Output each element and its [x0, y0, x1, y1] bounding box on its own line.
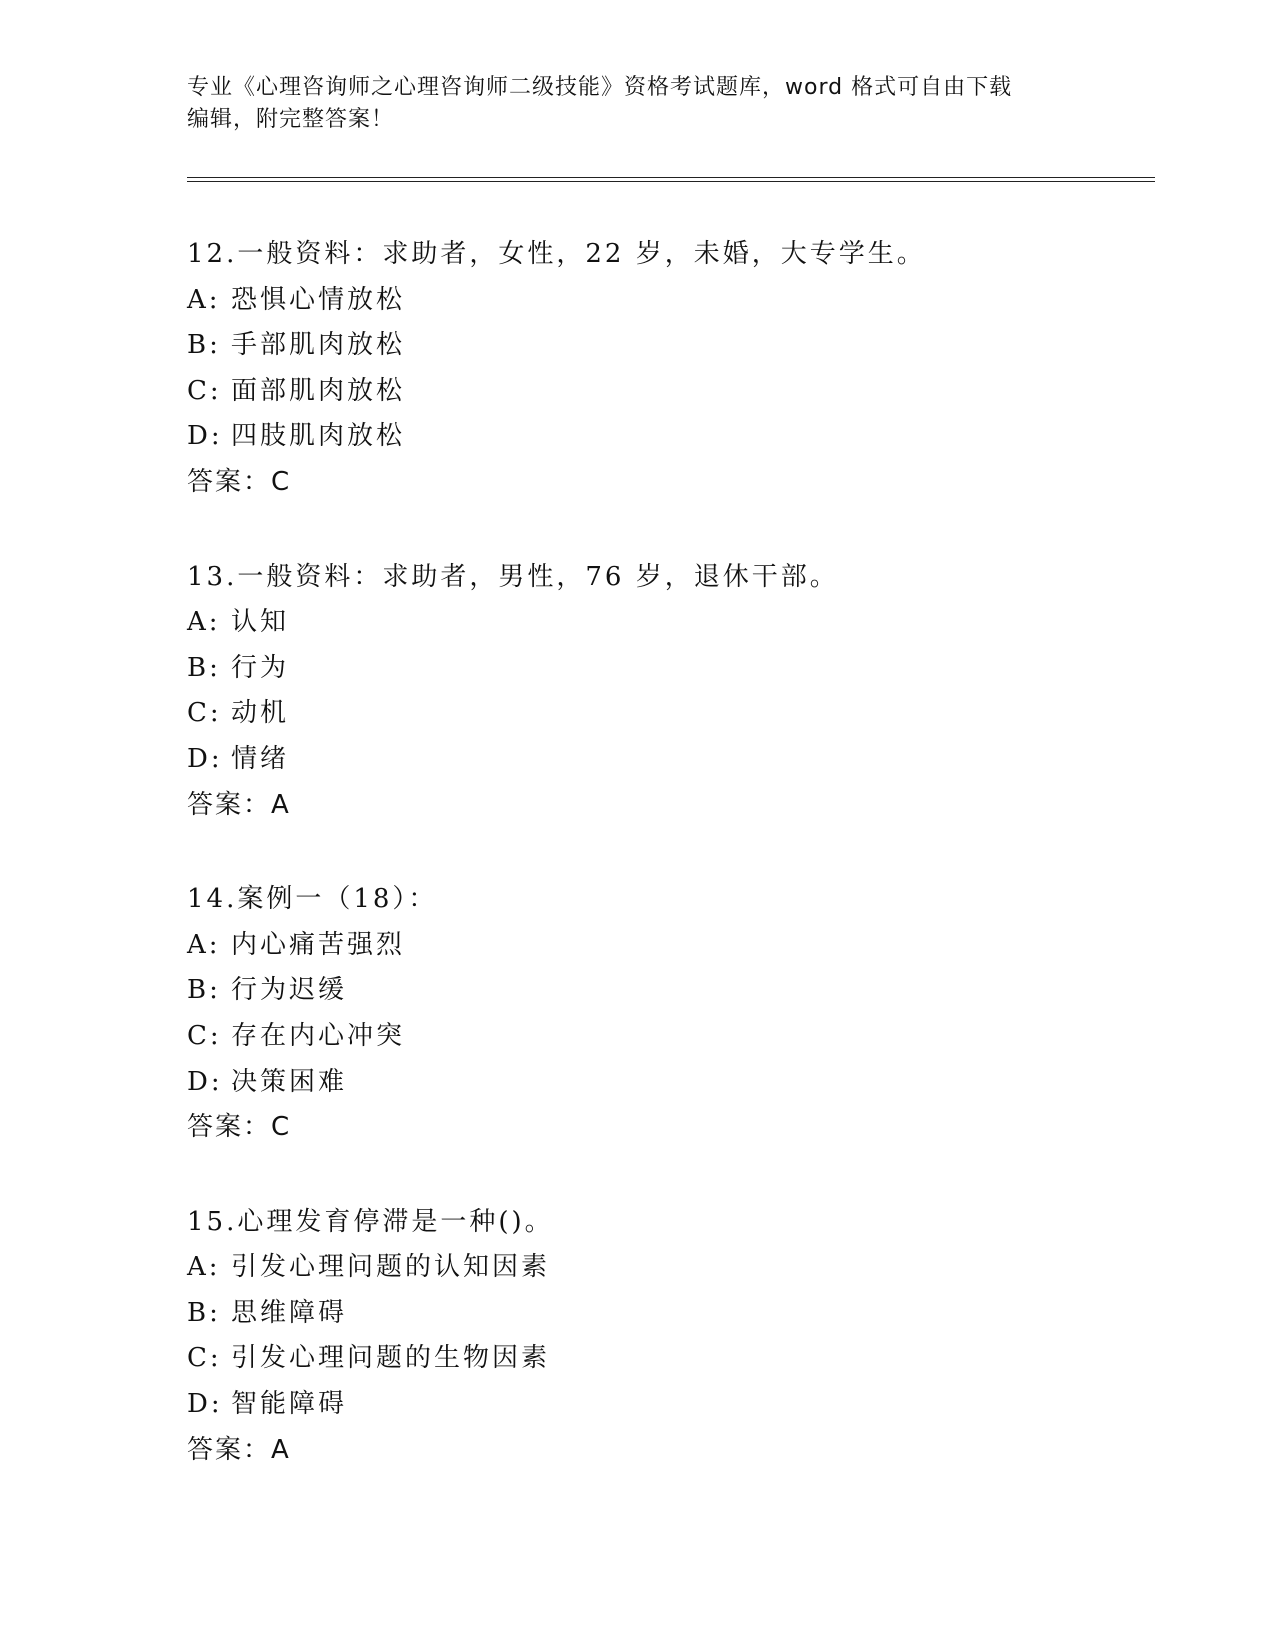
- option-text: 认知: [231, 607, 290, 638]
- option-letter: C:: [187, 698, 222, 729]
- question-stem: 15.心理发育停滞是一种()。: [187, 1206, 554, 1237]
- option-d: [187, 737, 1147, 783]
- answer: 答案：A: [187, 1434, 291, 1465]
- option-text: 内心痛苦强烈: [231, 929, 406, 960]
- option-b: [187, 323, 1147, 369]
- header-line-2: 编辑，附完整答案！: [187, 107, 395, 132]
- option-letter: A:: [187, 1252, 221, 1283]
- header-line-1: 专业《心理咨询师之心理咨询师二级技能》资格考试题库，word 格式可自由下载: [187, 75, 1013, 100]
- document-header: [187, 72, 1087, 136]
- option-letter: A:: [187, 607, 221, 638]
- question-stem: 13.一般资料：求助者，男性，76 岁，退休干部。: [187, 561, 839, 592]
- option-text: 恐惧心情放松: [231, 284, 406, 315]
- option-c: [187, 691, 1147, 737]
- option-letter: B:: [187, 975, 221, 1006]
- option-text: 引发心理问题的认知因素: [231, 1252, 551, 1283]
- option-text: 行为迟缓: [231, 975, 348, 1006]
- option-b: [187, 646, 1147, 692]
- option-a: [187, 923, 1147, 969]
- answer: 答案：A: [187, 789, 291, 820]
- option-d: [187, 414, 1147, 460]
- option-letter: C:: [187, 375, 222, 406]
- option-d: [187, 1060, 1147, 1106]
- question-12: [187, 232, 1147, 506]
- option-text: 智能障碍: [231, 1389, 348, 1420]
- question-15: [187, 1200, 1147, 1474]
- option-letter: B:: [187, 652, 221, 683]
- answer: 答案：C: [187, 466, 292, 497]
- answer: 答案：C: [187, 1112, 292, 1143]
- option-letter: D:: [187, 421, 223, 452]
- option-letter: B:: [187, 330, 221, 361]
- option-text: 行为: [231, 652, 290, 683]
- option-a: [187, 278, 1147, 324]
- question-13: [187, 555, 1147, 829]
- option-letter: A:: [187, 929, 221, 960]
- question-14: [187, 877, 1147, 1151]
- option-text: 思维障碍: [231, 1297, 348, 1328]
- option-letter: C:: [187, 1343, 222, 1374]
- option-letter: D:: [187, 1066, 223, 1097]
- option-letter: A:: [187, 284, 221, 315]
- option-letter: B:: [187, 1297, 221, 1328]
- option-a: [187, 1245, 1147, 1291]
- option-letter: D:: [187, 1389, 223, 1420]
- option-text: 决策困难: [231, 1066, 348, 1097]
- option-d: [187, 1382, 1147, 1428]
- option-b: [187, 1291, 1147, 1337]
- header-divider: [187, 177, 1155, 182]
- option-letter: C:: [187, 1020, 222, 1051]
- question-stem: 12.一般资料：求助者，女性，22 岁，未婚，大专学生。: [187, 239, 926, 269]
- option-c: [187, 369, 1147, 415]
- option-c: [187, 1336, 1147, 1382]
- option-text: 情绪: [231, 743, 290, 774]
- option-c: [187, 1014, 1147, 1060]
- option-text: 四肢肌肉放松: [231, 421, 406, 452]
- question-list: [187, 232, 1147, 1522]
- option-text: 动机: [231, 698, 290, 729]
- option-letter: D:: [187, 743, 223, 774]
- option-text: 面部肌肉放松: [231, 375, 406, 406]
- option-text: 存在内心冲突: [231, 1020, 406, 1051]
- option-b: [187, 968, 1147, 1014]
- option-text: 手部肌肉放松: [231, 330, 406, 361]
- question-stem: 14.案例一（18）：: [187, 884, 438, 915]
- option-text: 引发心理问题的生物因素: [231, 1343, 551, 1374]
- option-a: [187, 600, 1147, 646]
